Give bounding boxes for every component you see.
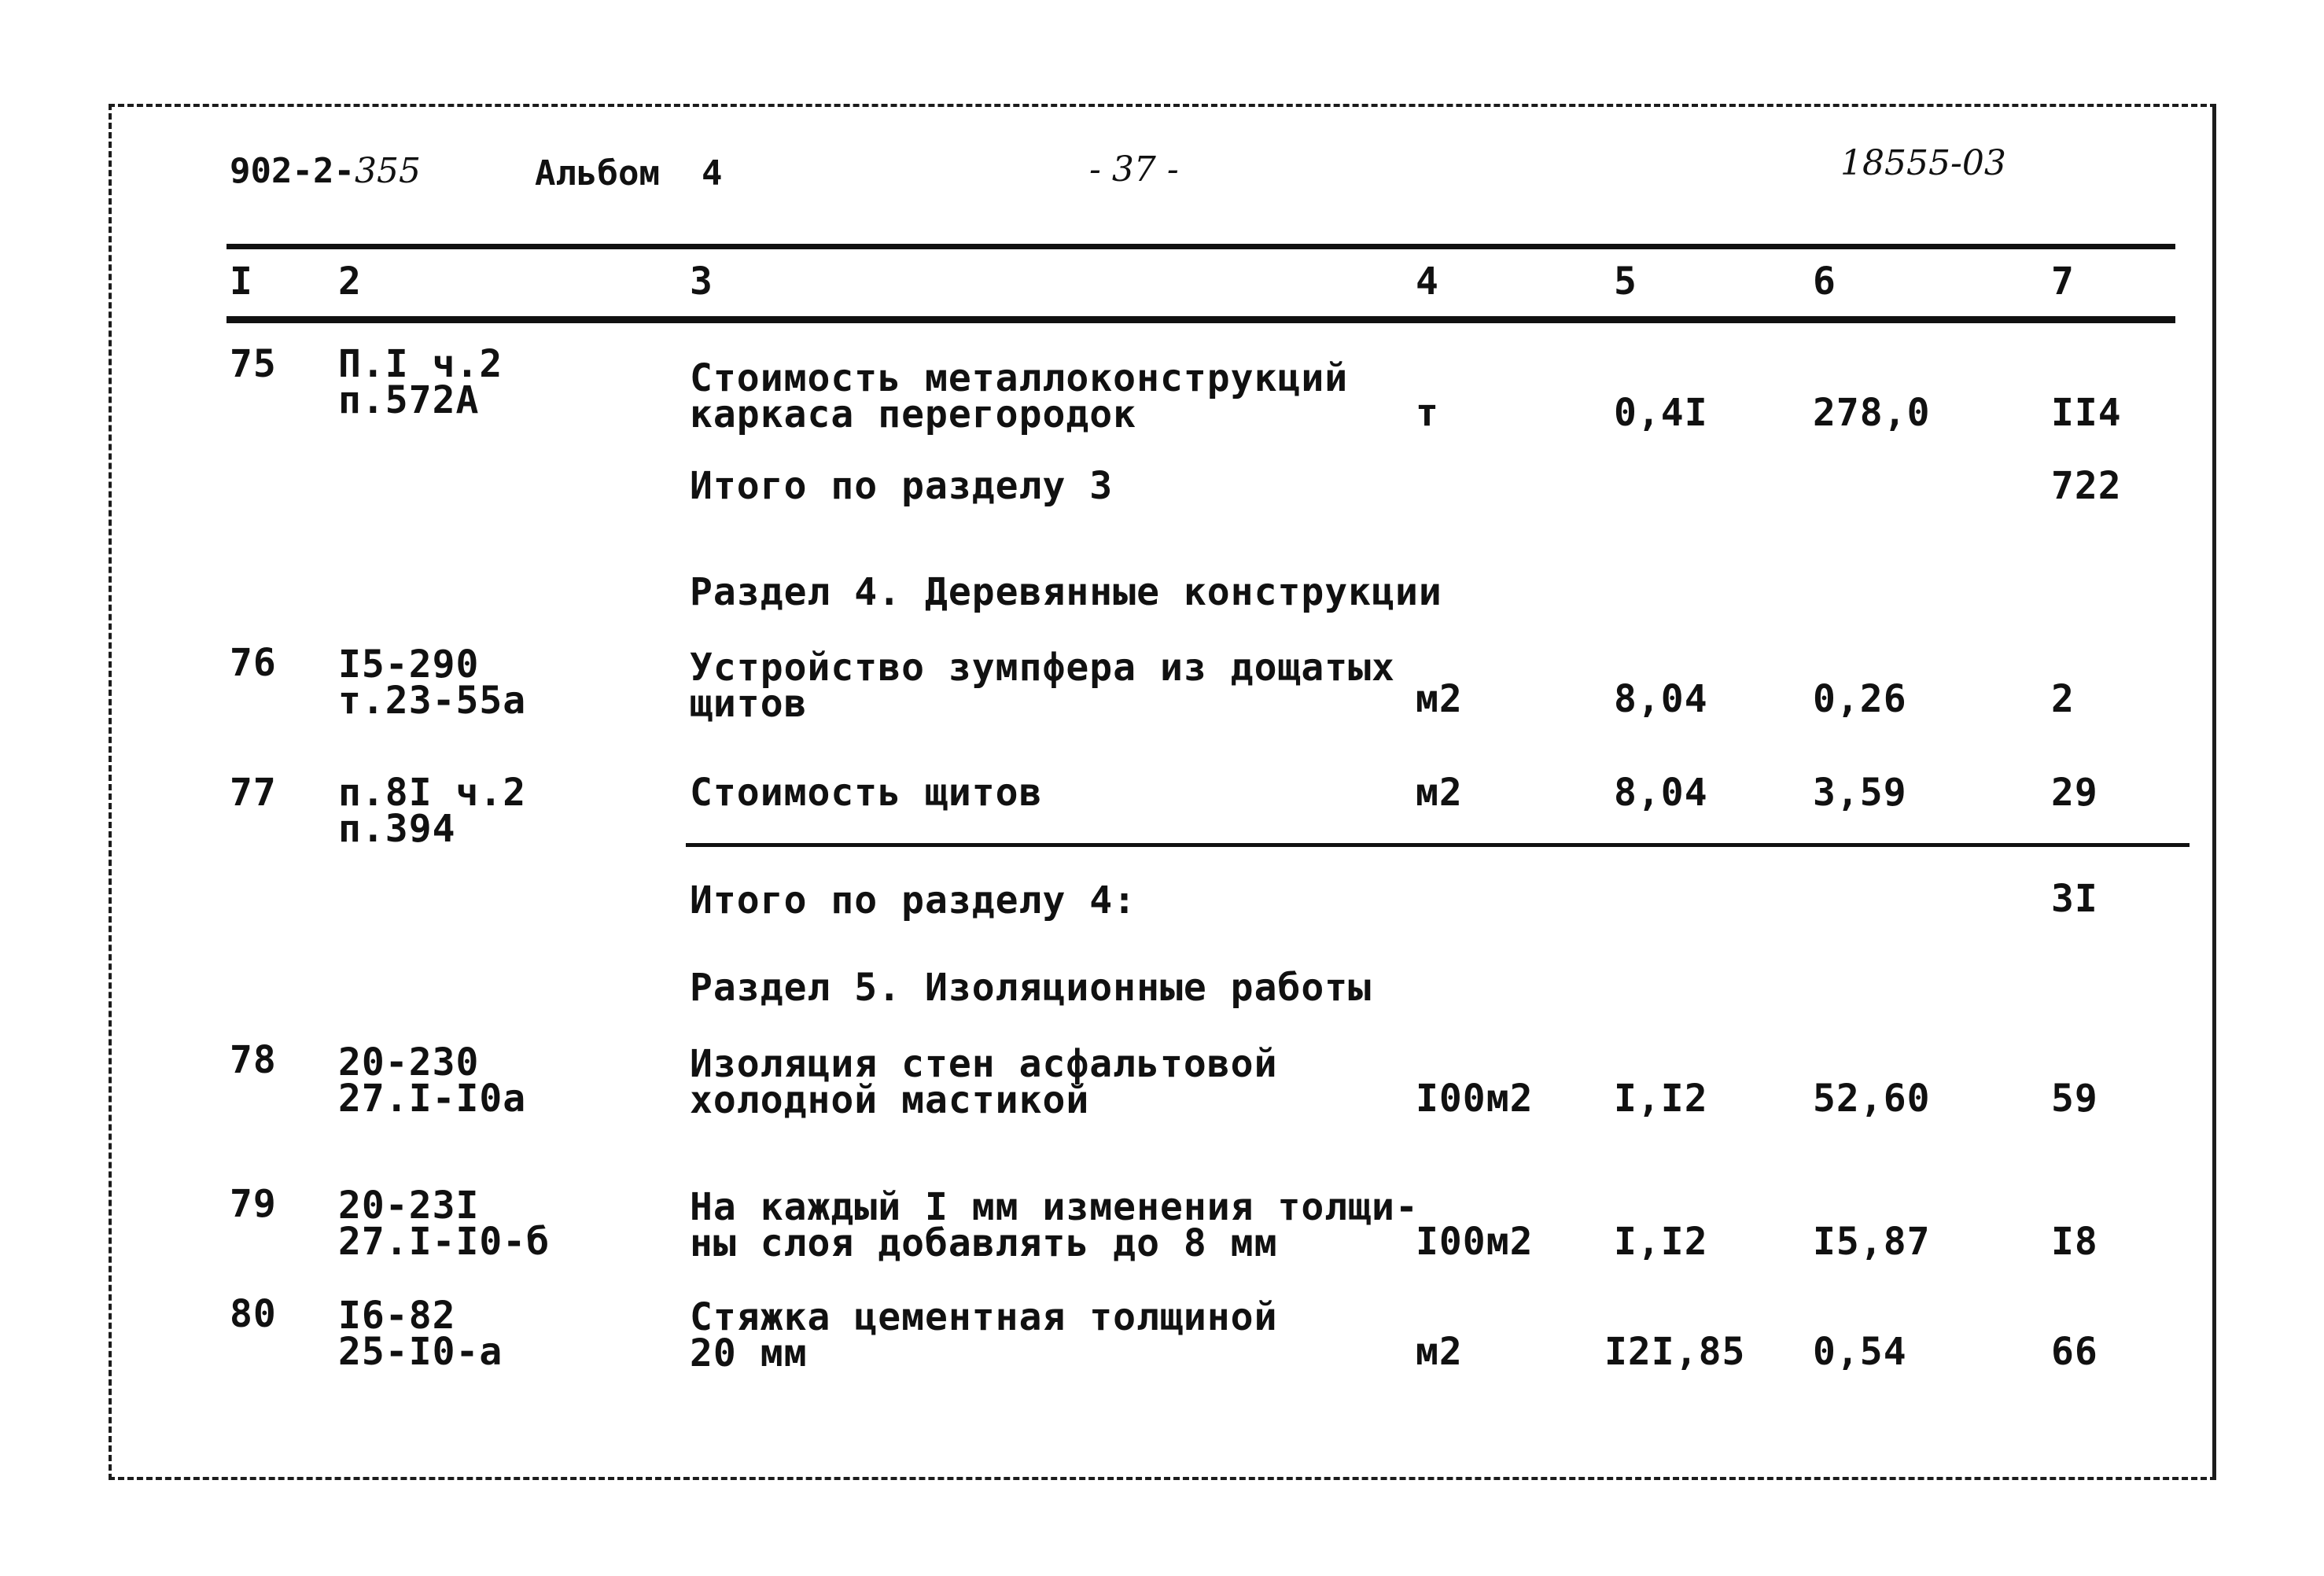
- reference: 20-23I 27.I-I0-б: [338, 1184, 551, 1264]
- section-subtotal-label: Итого по разделу 3: [690, 464, 1114, 508]
- column-header-6: 6: [1813, 260, 1836, 304]
- column-header-2: 2: [338, 260, 362, 304]
- column-header-4: 4: [1416, 260, 1439, 304]
- project-code: 902-2-355: [230, 151, 421, 191]
- section-subtotal-value: 722: [2051, 464, 2122, 508]
- unit-price: 52,60: [1813, 1077, 1931, 1121]
- total: 66: [2051, 1330, 2098, 1374]
- row-number: 77: [230, 771, 277, 815]
- unit-price: 0,26: [1813, 677, 1907, 721]
- column-header-7: 7: [2051, 260, 2075, 304]
- description: Стоимость металлоконструкций каркаса перегородок: [690, 356, 1349, 436]
- quantity: 0,4I: [1614, 391, 1708, 435]
- total: 29: [2051, 771, 2098, 815]
- description: Стоимость щитов: [690, 771, 1043, 815]
- description: Изоляция стен асфальтовой холодной мастикой: [690, 1042, 1278, 1122]
- total: I8: [2051, 1220, 2098, 1264]
- document-number: 18555-03: [1840, 143, 2006, 183]
- subtotal-rule: [686, 843, 2190, 847]
- quantity: 8,04: [1614, 771, 1708, 815]
- album-label: Альбом 4: [535, 153, 723, 193]
- unit: м2: [1416, 1330, 1463, 1374]
- unit: м2: [1416, 677, 1463, 721]
- unit-price: 3,59: [1813, 771, 1907, 815]
- section-heading: Раздел 5. Изоляционные работы: [690, 966, 1372, 1010]
- unit: I00м2: [1416, 1077, 1534, 1121]
- description: Устройство зумпфера из дощатых щитов: [690, 646, 1395, 726]
- quantity: I,I2: [1614, 1220, 1708, 1264]
- column-header-5: 5: [1614, 260, 1637, 304]
- row-number: 76: [230, 641, 277, 685]
- description: На каждый I мм изменения толщи- ны слоя добавлять до 8 мм: [690, 1185, 1419, 1265]
- section-subtotal-value: 3I: [2051, 877, 2098, 921]
- row-number: 80: [230, 1292, 277, 1336]
- table-top-rule: [227, 244, 2175, 249]
- row-number: 79: [230, 1182, 277, 1226]
- page-number: - 37 -: [1089, 149, 1179, 190]
- unit-price: 0,54: [1813, 1330, 1907, 1374]
- section-heading: Раздел 4. Деревянные конструкции: [690, 570, 1442, 614]
- total: 2: [2051, 677, 2075, 721]
- quantity: I,I2: [1614, 1077, 1708, 1121]
- section-subtotal-label: Итого по разделу 4:: [690, 878, 1137, 922]
- total: 59: [2051, 1077, 2098, 1121]
- column-header-1: I: [230, 260, 253, 304]
- row-number: 75: [230, 342, 277, 386]
- description: Стяжка цементная толщиной 20 мм: [690, 1295, 1278, 1375]
- quantity: I2I,85: [1604, 1330, 1746, 1374]
- reference: I5-290 т.23-55а: [338, 643, 527, 723]
- row-number: 78: [230, 1038, 277, 1082]
- reference: п.8I ч.2 п.394: [338, 771, 527, 851]
- unit: т: [1416, 391, 1439, 435]
- unit-price: I5,87: [1813, 1220, 1931, 1264]
- reference: I6-82 25-I0-а: [338, 1294, 503, 1374]
- total: II4: [2051, 391, 2122, 435]
- reference: П.I ч.2 п.572А: [338, 342, 503, 422]
- unit: м2: [1416, 771, 1463, 815]
- column-header-3: 3: [690, 260, 713, 304]
- reference: 20-230 27.I-I0а: [338, 1040, 527, 1121]
- unit: I00м2: [1416, 1220, 1534, 1264]
- unit-price: 278,0: [1813, 391, 1931, 435]
- quantity: 8,04: [1614, 677, 1708, 721]
- column-header-bottom-rule: [227, 316, 2175, 323]
